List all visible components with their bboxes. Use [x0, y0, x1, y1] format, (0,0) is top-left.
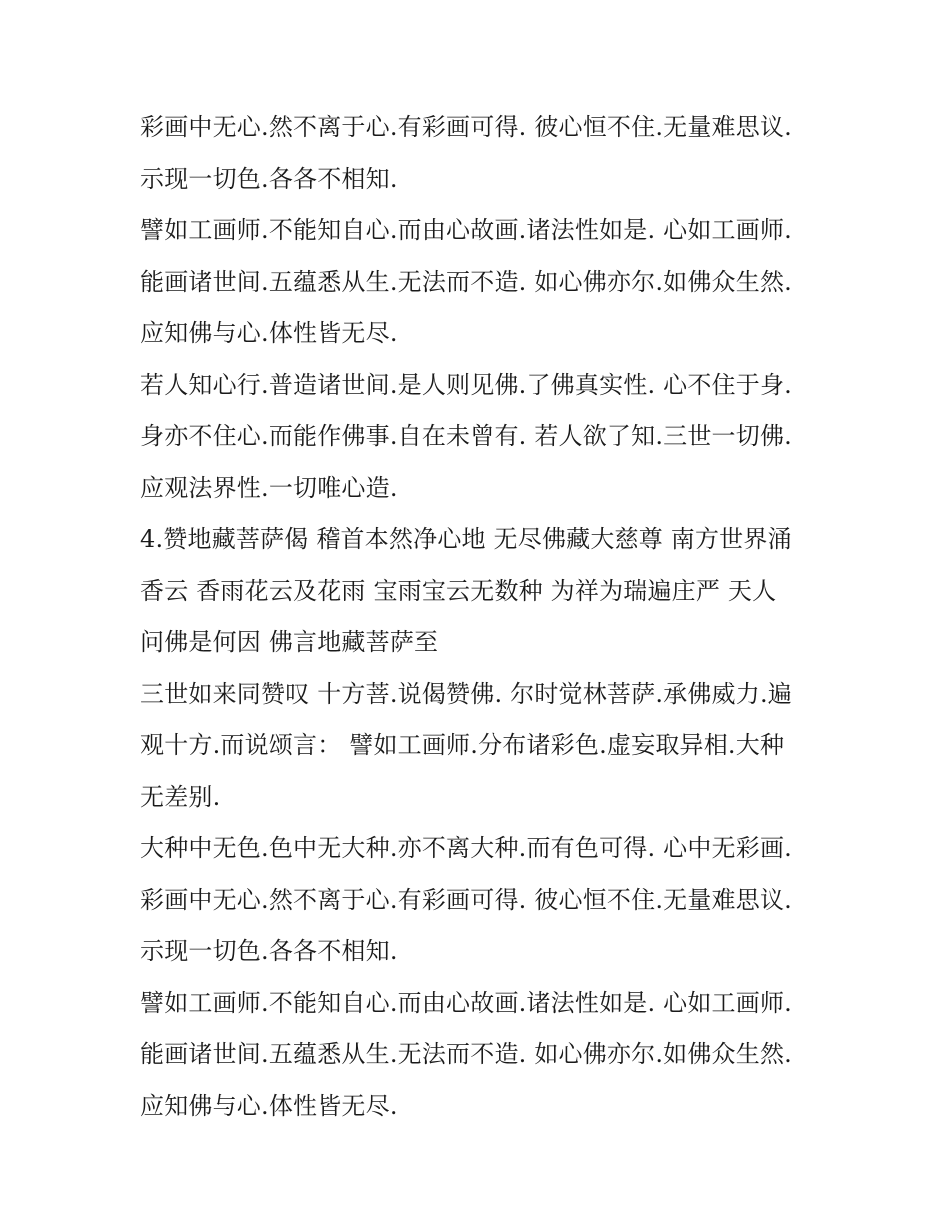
text-line: 身亦不住心.而能作佛事.自在未曾有. 若人欲了知.三世一切佛. [140, 422, 792, 450]
text-line: 能画诸世间.五蕴悉从生.无法而不造. 如心佛亦尔.如佛众生然. [140, 1040, 792, 1068]
text-line: 三世如来同赞叹 十方菩.说偈赞佛. 尔时觉林菩萨.承佛威力.遍 [140, 679, 792, 708]
text-line: 问佛是何因 佛言地藏菩萨至 [140, 628, 439, 656]
paragraph [140, 978, 805, 1133]
text-line: 无差别. [140, 782, 221, 811]
paragraph [140, 823, 805, 978]
document-body [140, 102, 805, 1132]
text-line: 能画诸世间.五蕴悉从生.无法而不造. 如心佛亦尔.如佛众生然. [140, 267, 792, 296]
text-line: 应知佛与心.体性皆无尽. [140, 1091, 398, 1120]
paragraph [140, 360, 805, 515]
paragraph [140, 205, 805, 360]
text-line: 若人知心行.普造诸世间.是人则见佛.了佛真实性. 心不住于身. [140, 370, 792, 399]
text-line: 应观法界性.一切唯心造. [140, 473, 398, 502]
text-line: 譬如工画师.不能知自心.而由心故画.诸法性如是. 心如工画师. [140, 988, 792, 1017]
text-line: 示现一切色.各各不相知. [140, 164, 398, 193]
text-line: 应知佛与心.体性皆无尽. [140, 319, 398, 347]
text-line: 彩画中无心.然不离于心.有彩画可得. 彼心恒不住.无量难思议. [140, 113, 792, 141]
text-line: 示现一切色.各各不相知. [140, 937, 398, 965]
section-heading-paragraph [140, 514, 805, 669]
paragraph [140, 669, 805, 824]
text-line: 香云 香雨花云及花雨 宝雨宝云无数种 为祥为瑞遍庄严 天人 [140, 576, 777, 605]
text-line: 观十方.而说颂言： 譬如工画师.分布诸彩色.虚妄取异相.大种 [140, 731, 785, 759]
text-line: 譬如工画师.不能知自心.而由心故画.诸法性如是. 心如工画师. [140, 216, 792, 244]
text-line: 彩画中无心.然不离于心.有彩画可得. 彼心恒不住.无量难思议. [140, 885, 792, 914]
paragraph [140, 102, 805, 205]
text-line: 4.赞地藏菩萨偈 稽首本然净心地 无尽佛藏大慈尊 南方世界涌 [140, 525, 792, 553]
text-line: 大种中无色.色中无大种.亦不离大种.而有色可得. 心中无彩画. [140, 834, 792, 862]
